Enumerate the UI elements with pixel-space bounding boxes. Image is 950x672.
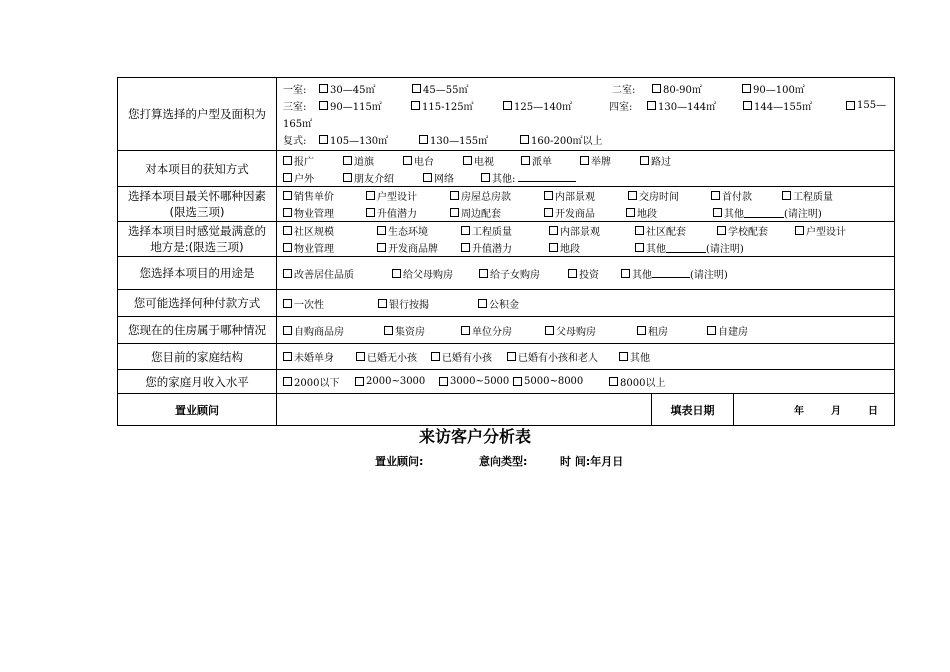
checkbox-icon[interactable] <box>283 226 292 235</box>
option-satisfaction[interactable]: 开发商品牌 <box>377 240 461 255</box>
checkbox-icon[interactable] <box>366 208 375 217</box>
option-housing[interactable]: 父母购房 <box>545 323 637 338</box>
option-awareness[interactable]: 道旗 <box>343 153 403 168</box>
checkbox-icon[interactable] <box>419 135 428 144</box>
checkbox-icon[interactable] <box>461 243 470 252</box>
option-family[interactable]: 其他 <box>619 349 650 364</box>
options-awareness <box>277 151 895 187</box>
checkbox-icon[interactable] <box>463 156 472 165</box>
option-housing[interactable]: 自购商品房 <box>283 323 384 338</box>
label-four-room: 四室: <box>609 102 633 113</box>
checkbox-icon[interactable] <box>431 352 440 361</box>
checkbox-icon[interactable] <box>319 135 328 144</box>
checkbox-icon[interactable] <box>549 226 558 235</box>
option-unit[interactable]: 90—115㎡ <box>319 98 411 113</box>
option-awareness[interactable]: 报广 <box>283 153 343 168</box>
satisfaction-line-2 <box>283 239 894 256</box>
option-satisfaction[interactable]: 地段 <box>549 240 635 255</box>
option-unit[interactable]: 105—130㎡ <box>319 132 419 147</box>
checkbox-icon[interactable] <box>635 243 644 252</box>
option-awareness[interactable]: 户外 <box>283 170 343 185</box>
question-payment: 您可能选择何种付款方式 <box>118 290 277 317</box>
option-satisfaction[interactable]: 社区规模 <box>283 223 377 238</box>
option-concern[interactable]: 交房时间 <box>628 188 711 203</box>
row-satisfaction <box>118 222 895 257</box>
option-income[interactable]: 2000~3000 <box>355 376 439 387</box>
checkbox-icon[interactable] <box>403 156 412 165</box>
option-unit[interactable]: 80-90㎡ <box>652 81 742 96</box>
subline-consultant: 置业顾问: <box>375 455 424 468</box>
option-awareness[interactable]: 网络 <box>423 170 481 185</box>
option-payment[interactable]: 银行按揭 <box>378 296 478 311</box>
fill-in-blank[interactable] <box>744 208 784 218</box>
checkbox-icon[interactable] <box>609 377 618 386</box>
checkbox-icon[interactable] <box>343 156 352 165</box>
option-housing[interactable]: 集资房 <box>384 323 461 338</box>
question-satisfaction <box>118 222 277 257</box>
option-purpose[interactable]: 投资 <box>568 266 621 281</box>
option-unit[interactable]: 130—144㎡ <box>647 98 743 113</box>
option-unit[interactable]: 30—45㎡ <box>319 81 412 96</box>
row-concern <box>118 187 895 222</box>
options-concern <box>277 187 895 222</box>
checkbox-icon[interactable] <box>782 191 791 200</box>
checkbox-icon[interactable] <box>450 208 459 217</box>
row-purpose <box>118 257 895 290</box>
option-family[interactable]: 已婚有小孩和老人 <box>507 349 619 364</box>
row-family <box>118 344 895 370</box>
option-awareness[interactable]: 路过 <box>640 153 671 168</box>
option-unit[interactable]: 90—100㎡ <box>742 81 805 96</box>
option-housing[interactable]: 自建房 <box>707 323 748 338</box>
day-label: 日 <box>868 406 878 417</box>
checkbox-icon[interactable] <box>628 191 637 200</box>
checkbox-icon[interactable] <box>507 352 516 361</box>
option-satisfaction[interactable]: 生态环境 <box>377 223 461 238</box>
label-two-room: 二室: <box>612 85 636 96</box>
checkbox-icon[interactable] <box>319 101 328 110</box>
checkbox-icon[interactable] <box>640 156 649 165</box>
options-unit-type <box>277 78 895 151</box>
checkbox-icon[interactable] <box>461 326 470 335</box>
question-unit-type: 您打算选择的户型及面积为 <box>118 78 277 151</box>
checkbox-icon[interactable] <box>846 101 855 110</box>
option-concern[interactable]: 销售单价 <box>283 188 366 203</box>
checkbox-icon[interactable] <box>707 326 716 335</box>
checkbox-icon[interactable] <box>283 377 292 386</box>
option-income[interactable]: 8000以上 <box>609 374 665 389</box>
consultant-label: 置业顾问 <box>118 394 277 426</box>
option-purpose[interactable]: 给子女购房 <box>479 266 568 281</box>
subline-time: 时 间:年月日 <box>560 455 624 468</box>
row-payment <box>118 290 895 317</box>
option-satisfaction[interactable]: 升值潜力 <box>461 240 549 255</box>
option-concern[interactable]: 升值潜力 <box>366 205 450 220</box>
unit-line-1 <box>283 80 894 97</box>
question-income: 您的家庭月收入水平 <box>118 370 277 394</box>
page-title: 来访客户分析表 <box>418 427 531 446</box>
checkbox-icon[interactable] <box>637 326 646 335</box>
consultant-field[interactable] <box>277 394 652 426</box>
row-unit-type <box>118 78 895 151</box>
option-awareness[interactable]: 举牌 <box>580 153 640 168</box>
option-concern[interactable]: 开发商品 <box>544 205 626 220</box>
checkbox-icon[interactable] <box>742 84 751 93</box>
option-unit[interactable]: 125—140㎡ <box>503 98 609 113</box>
options-purpose <box>277 257 895 290</box>
checkbox-icon[interactable] <box>549 243 558 252</box>
checkbox-icon[interactable] <box>283 173 292 182</box>
checkbox-icon[interactable] <box>647 101 656 110</box>
option-purpose-other[interactable]: 其他 (请注明) <box>621 266 728 281</box>
concern-line-1 <box>283 187 894 204</box>
question-awareness: 对本项目的获知方式 <box>118 151 277 187</box>
checkbox-icon[interactable] <box>423 173 432 182</box>
payment-line <box>283 295 894 312</box>
row-footer <box>118 394 895 426</box>
fill-in-blank[interactable] <box>666 243 706 253</box>
checkbox-icon[interactable] <box>568 269 577 278</box>
checkbox-icon[interactable] <box>521 156 530 165</box>
option-awareness-other[interactable]: 其他: <box>481 170 576 185</box>
option-satisfaction[interactable]: 工程质量 <box>461 223 549 238</box>
checkbox-icon[interactable] <box>520 135 529 144</box>
checkbox-icon[interactable] <box>652 84 661 93</box>
checkbox-icon[interactable] <box>544 191 553 200</box>
option-payment[interactable]: 公积金 <box>478 296 519 311</box>
option-unit[interactable]: 155— <box>846 100 886 111</box>
checkbox-icon[interactable] <box>377 226 386 235</box>
checkbox-icon[interactable] <box>513 377 522 386</box>
option-family[interactable]: 已婚无小孩 <box>356 349 431 364</box>
option-housing[interactable]: 租房 <box>637 323 707 338</box>
question-purpose: 您选择本项目的用途是 <box>118 257 277 290</box>
purpose-line <box>283 265 894 282</box>
option-satisfaction-other[interactable]: 其他 (请注明) <box>635 240 744 255</box>
checkbox-icon[interactable] <box>743 101 752 110</box>
option-unit[interactable]: 115-125㎡ <box>411 98 503 113</box>
awareness-line-1 <box>283 152 894 169</box>
option-awareness[interactable]: 电台 <box>403 153 463 168</box>
option-awareness[interactable]: 朋友介绍 <box>343 170 423 185</box>
checkbox-icon[interactable] <box>283 269 292 278</box>
question-family: 您目前的家庭结构 <box>118 344 277 370</box>
checkbox-icon[interactable] <box>411 101 420 110</box>
checkbox-icon[interactable] <box>481 173 490 182</box>
row-housing <box>118 317 895 344</box>
label-three-room: 三室: <box>283 102 307 113</box>
family-line <box>283 348 894 365</box>
checkbox-icon[interactable] <box>378 299 387 308</box>
checkbox-icon[interactable] <box>450 191 459 200</box>
option-income[interactable]: 5000~8000 <box>513 376 609 387</box>
checkbox-icon[interactable] <box>717 226 726 235</box>
question-concern-line1: 选择本项目最关怀哪种因素 <box>128 189 266 203</box>
options-housing <box>277 317 895 344</box>
checkbox-icon[interactable] <box>319 84 328 93</box>
option-awareness[interactable]: 电视 <box>463 153 521 168</box>
awareness-line-2 <box>283 169 894 186</box>
option-concern[interactable]: 户型设计 <box>366 188 450 203</box>
checkbox-icon[interactable] <box>439 377 448 386</box>
option-concern[interactable]: 周边配套 <box>450 205 544 220</box>
date-field[interactable] <box>734 394 895 426</box>
option-satisfaction[interactable]: 内部景观 <box>549 223 635 238</box>
checkbox-icon[interactable] <box>355 377 364 386</box>
option-unit[interactable]: 130—155㎡ <box>419 132 520 147</box>
option-concern[interactable]: 内部景观 <box>544 188 628 203</box>
checkbox-icon[interactable] <box>544 208 553 217</box>
checkbox-icon[interactable] <box>392 269 401 278</box>
checkbox-icon[interactable] <box>619 352 628 361</box>
option-family[interactable]: 未婚单身 <box>283 349 356 364</box>
options-payment <box>277 290 895 317</box>
fill-in-blank[interactable] <box>652 268 690 278</box>
checkbox-icon[interactable] <box>283 243 292 252</box>
checkbox-icon[interactable] <box>283 191 292 200</box>
option-family[interactable]: 已婚有小孩 <box>431 349 507 364</box>
option-concern[interactable]: 工程质量 <box>782 188 833 203</box>
row-awareness <box>118 151 895 187</box>
option-income[interactable]: 2000以下 <box>283 374 355 389</box>
checkbox-icon[interactable] <box>356 352 365 361</box>
option-purpose[interactable]: 改善居住品质 <box>283 266 392 281</box>
checkbox-icon[interactable] <box>795 226 804 235</box>
date-label: 填表日期 <box>652 394 734 426</box>
option-concern[interactable]: 房屋总房款 <box>450 188 544 203</box>
option-housing[interactable]: 单位分房 <box>461 323 545 338</box>
checkbox-icon[interactable] <box>635 226 644 235</box>
month-label: 月 <box>831 406 841 417</box>
checkbox-icon[interactable] <box>283 208 292 217</box>
checkbox-icon[interactable] <box>412 84 421 93</box>
question-satisfaction-line2: 地方是:(限选三项) <box>150 240 244 254</box>
year-label: 年 <box>794 406 804 417</box>
checkbox-icon[interactable] <box>283 156 292 165</box>
income-line <box>283 373 894 390</box>
checkbox-icon[interactable] <box>711 191 720 200</box>
checkbox-icon[interactable] <box>478 299 487 308</box>
checkbox-icon[interactable] <box>283 299 292 308</box>
unit-line-2 <box>283 97 894 114</box>
question-concern-line2: (限选三项) <box>169 205 225 219</box>
option-unit[interactable]: 160-200㎡以上 <box>520 132 603 147</box>
checkbox-icon[interactable] <box>384 326 393 335</box>
housing-line <box>283 322 894 339</box>
unit-line-3 <box>283 114 894 131</box>
checkbox-icon[interactable] <box>580 156 589 165</box>
option-satisfaction[interactable]: 户型设计 <box>795 223 846 238</box>
row-income <box>118 370 895 394</box>
option-satisfaction[interactable]: 物业管理 <box>283 240 377 255</box>
option-satisfaction[interactable]: 社区配套 <box>635 223 717 238</box>
options-satisfaction <box>277 222 895 257</box>
checkbox-icon[interactable] <box>283 326 292 335</box>
checkbox-icon[interactable] <box>713 208 722 217</box>
checkbox-icon[interactable] <box>503 101 512 110</box>
option-concern[interactable]: 地段 <box>626 205 713 220</box>
subline-intent: 意向类型: <box>479 455 528 468</box>
option-unit[interactable]: 45—55㎡ <box>412 81 612 96</box>
checkbox-icon[interactable] <box>283 352 292 361</box>
question-concern <box>118 187 277 222</box>
customer-form-table <box>117 77 895 426</box>
question-satisfaction-line1: 选择本项目时感觉最满意的 <box>128 224 266 238</box>
checkbox-icon[interactable] <box>377 243 386 252</box>
checkbox-icon[interactable] <box>479 269 488 278</box>
option-concern[interactable]: 物业管理 <box>283 205 366 220</box>
label-one-room: 一室: <box>283 85 307 96</box>
satisfaction-line-1 <box>283 222 894 239</box>
checkbox-icon[interactable] <box>545 326 554 335</box>
options-income <box>277 370 895 394</box>
concern-line-2 <box>283 204 894 221</box>
option-concern[interactable]: 首付款 <box>711 188 782 203</box>
checkbox-icon[interactable] <box>343 173 352 182</box>
option-income[interactable]: 3000~5000 <box>439 376 513 387</box>
unit-wrap-text: 165㎡ <box>283 119 313 130</box>
fill-in-blank[interactable] <box>518 172 576 182</box>
option-unit[interactable]: 144—155㎡ <box>743 98 846 113</box>
option-payment[interactable]: 一次性 <box>283 296 378 311</box>
checkbox-icon[interactable] <box>621 269 630 278</box>
option-concern-other[interactable]: 其他 (请注明) <box>713 205 822 220</box>
checkbox-icon[interactable] <box>461 226 470 235</box>
options-family <box>277 344 895 370</box>
label-duplex: 复式: <box>283 136 307 147</box>
option-purpose[interactable]: 给父母购房 <box>392 266 479 281</box>
question-housing: 您现在的住房属于哪种情况 <box>118 317 277 344</box>
unit-line-4 <box>283 131 894 148</box>
option-awareness[interactable]: 派单 <box>521 153 580 168</box>
checkbox-icon[interactable] <box>366 191 375 200</box>
option-satisfaction[interactable]: 学校配套 <box>717 223 795 238</box>
checkbox-icon[interactable] <box>626 208 635 217</box>
